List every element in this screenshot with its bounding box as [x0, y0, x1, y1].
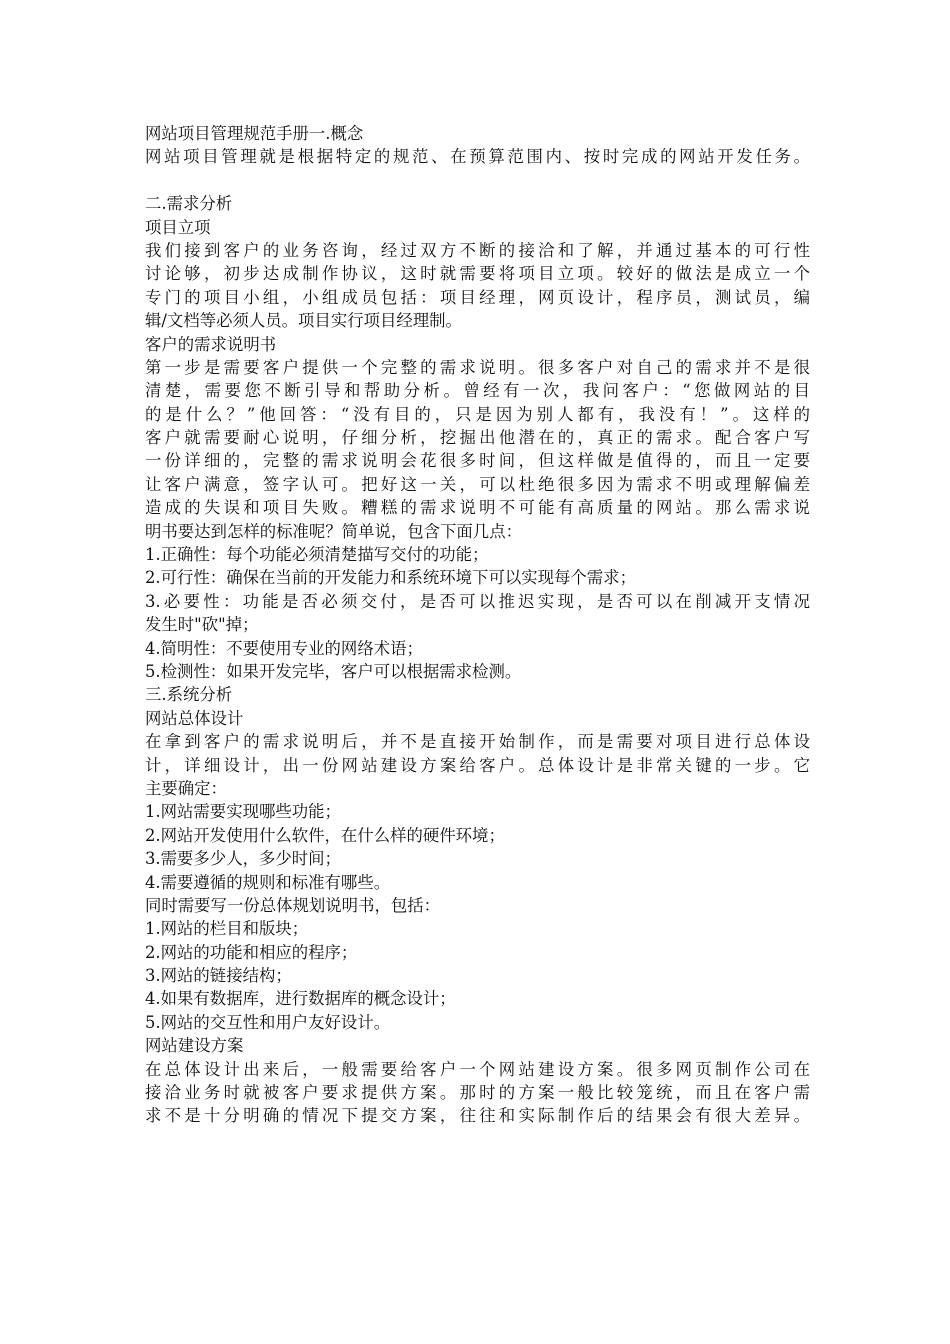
- text-line: 第一步是需要客户提供一个完整的需求说明。很多客户对自己的需求并不是很: [145, 357, 810, 377]
- text-line: 客户就需要耐心说明，仔细分析，挖掘出他潜在的，真正的需求。配合客户写: [145, 428, 810, 448]
- text-line: 4.简明性：不要使用专业的网络术语；: [145, 638, 423, 658]
- text-line: 计，详细设计，出一份网站建设方案给客户。总体设计是非常关键的一步。它: [145, 755, 810, 775]
- text-line: 接洽业务时就被客户要求提供方案。那时的方案一般比较笼统，而且在客户需: [145, 1083, 810, 1103]
- text-line: 2.网站开发使用什么软件，在什么样的硬件环境；: [145, 825, 505, 845]
- text-line: 发生时"砍"掉；: [145, 615, 259, 635]
- text-line: 三.系统分析: [145, 685, 233, 705]
- text-line: 在拿到客户的需求说明后，并不是直接开始制作，而是需要对项目进行总体设: [145, 732, 810, 752]
- text-line: 网站项目管理规范手册一.概念: [145, 124, 364, 143]
- text-line: 3.网站的链接结构；: [145, 966, 292, 986]
- text-line: 1.网站需要实现哪些功能；: [145, 802, 341, 822]
- text-line: 3.必要性：功能是否必须交付，是否可以推迟实现，是否可以在削减开支情况: [145, 591, 810, 611]
- text-line: 一份详细的，完整的需求说明会花很多时间，但这样做是值得的，而且一定要: [145, 451, 810, 471]
- text-line: 在总体设计出来后，一般需要给客户一个网站建设方案。很多网页制作公司在: [145, 1059, 810, 1079]
- text-line: 让客户满意，签字认可。把好这一关，可以杜绝很多因为需求不明或理解偏差: [145, 474, 810, 494]
- text-line: 专门的项目小组，小组成员包括：项目经理，网页设计，程序员，测试员，编: [145, 287, 810, 307]
- text-line: 二.需求分析: [145, 194, 233, 214]
- text-line: 的是什么？”他回答：“没有目的，只是因为别人都有，我没有！”。这样的: [145, 404, 810, 424]
- text-line: 主要确定：: [145, 778, 227, 798]
- text-line: 2.可行性：确保在当前的开发能力和系统环境下可以实现每个需求；: [145, 568, 636, 588]
- text-line: 1.正确性：每个功能必须清楚描写交付的功能；: [145, 545, 489, 565]
- text-line: 我们接到客户的业务咨询，经过双方不断的接洽和了解，并通过基本的可行性: [145, 240, 810, 260]
- text-line: 客户的需求说明书: [145, 334, 277, 354]
- text-line: 网站总体设计: [145, 708, 244, 728]
- blank-line: [145, 169, 810, 192]
- text-line: 清楚，需要您不断引导和帮助分析。曾经有一次，我问客户：“您做网站的目: [145, 381, 810, 401]
- text-line: 1.网站的栏目和版块；: [145, 919, 309, 939]
- text-line: 4.如果有数据库，进行数据库的概念设计；: [145, 989, 456, 1009]
- text-line: 3.需要多少人，多少时间；: [145, 849, 341, 869]
- text-line: 辑/文档等必须人员。项目实行项目经理制。: [145, 311, 462, 331]
- text-line: 5.检测性：如果开发完毕，客户可以根据需求检测。: [145, 661, 522, 681]
- text-line: 同时需要写一份总体规划说明书，包括：: [145, 895, 441, 915]
- text-line: 网站建设方案: [145, 1036, 244, 1056]
- text-line: 求不是十分明确的情况下提交方案，往往和实际制作后的结果会有很大差异。: [145, 1106, 810, 1126]
- text-line: 明书要达到怎样的标准呢？简单说，包含下面几点：: [145, 521, 522, 541]
- text-line: 2.网站的功能和相应的程序；: [145, 942, 358, 962]
- text-line: 5.网站的交互性和用户友好设计。: [145, 1012, 391, 1032]
- text-line: 造成的失误和项目失败。糟糕的需求说明不可能有高质量的网站。那么需求说: [145, 498, 810, 518]
- text-line: 网站项目管理就是根据特定的规范、在预算范围内、按时完成的网站开发任务。: [145, 147, 810, 167]
- document-body: [145, 122, 810, 1128]
- text-line: 项目立项: [145, 217, 211, 237]
- text-line: 4.需要遵循的规则和标准有哪些。: [145, 872, 391, 892]
- text-line: 讨论够，初步达成制作协议，这时就需要将项目立项。较好的做法是成立一个: [145, 264, 810, 284]
